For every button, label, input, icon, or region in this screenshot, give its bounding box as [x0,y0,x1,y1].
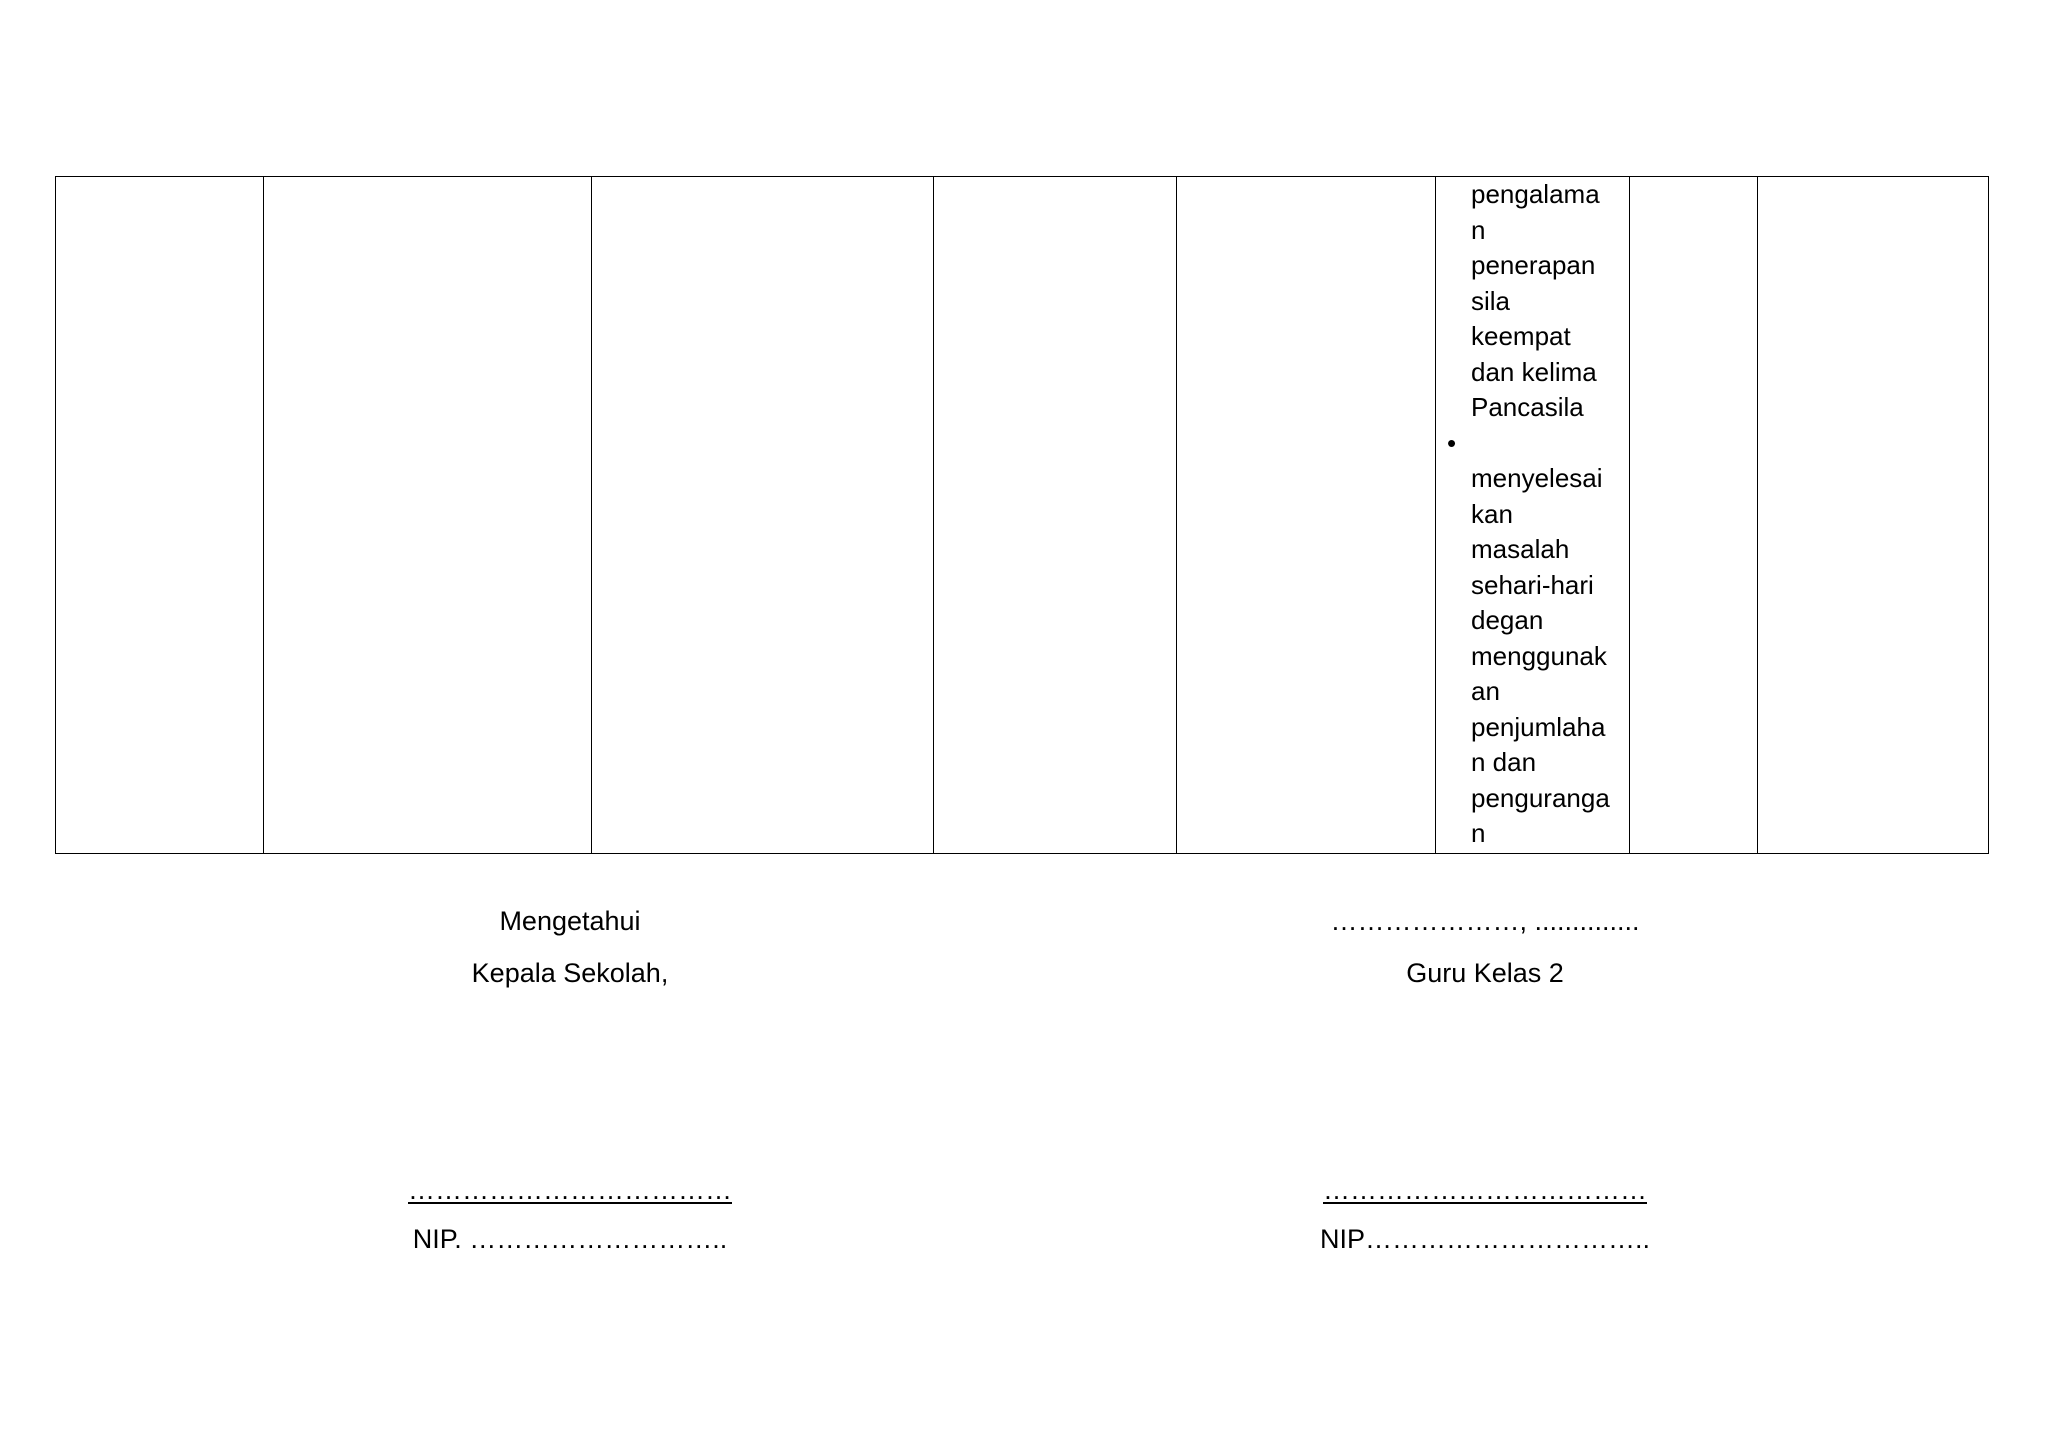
list-line: an [1471,676,1500,706]
teacher-name-line: ……………………………… [1323,1175,1647,1205]
principal-title: Kepala Sekolah, [471,958,669,988]
list-line: n [1471,214,1486,245]
list-line: keempat [1471,321,1571,351]
list-line: degan [1471,605,1544,635]
list-line: sehari-hari [1471,569,1594,600]
plan-table [55,176,1989,854]
table-cell-7 [1630,177,1758,854]
table-cell-4 [934,177,1177,854]
principal-name-line: ……………………………… [408,1175,732,1205]
bullet-icon: • [1447,427,1457,458]
list-line: dan kelima [1471,356,1597,387]
table-cell-activities [1436,177,1630,854]
left-acknowledge-label: Mengetahui [499,906,641,936]
table-cell-2 [264,177,592,854]
list-line: Pancasila [1471,392,1584,422]
list-line: penjumlaha [1471,711,1606,742]
list-line: n dan [1471,747,1537,777]
list-line: masalah [1471,534,1570,564]
place-date-line: …………………, .............. [1330,906,1640,936]
table-cell-3 [592,177,934,854]
list-line: pengalama [1471,179,1600,209]
list-line: sila [1471,285,1511,316]
table-cell-8 [1758,177,1989,854]
principal-nip: NIP. ……………………….. [412,1224,728,1254]
bullet-line [1447,426,1631,462]
table-row [56,177,1989,854]
list-line: menggunak [1471,640,1607,671]
list-line: penguranga [1471,782,1610,813]
table-cell-5 [1177,177,1436,854]
table-cell-1 [56,177,264,854]
list-line: penerapan [1471,250,1596,280]
list-line: n [1471,818,1486,848]
teacher-title: Guru Kelas 2 [1406,958,1564,988]
list-line: kan [1471,498,1513,529]
activity-list [1447,177,1631,852]
list-line: menyelesai [1471,463,1603,493]
teacher-nip: NIP………………………….. [1319,1224,1650,1254]
